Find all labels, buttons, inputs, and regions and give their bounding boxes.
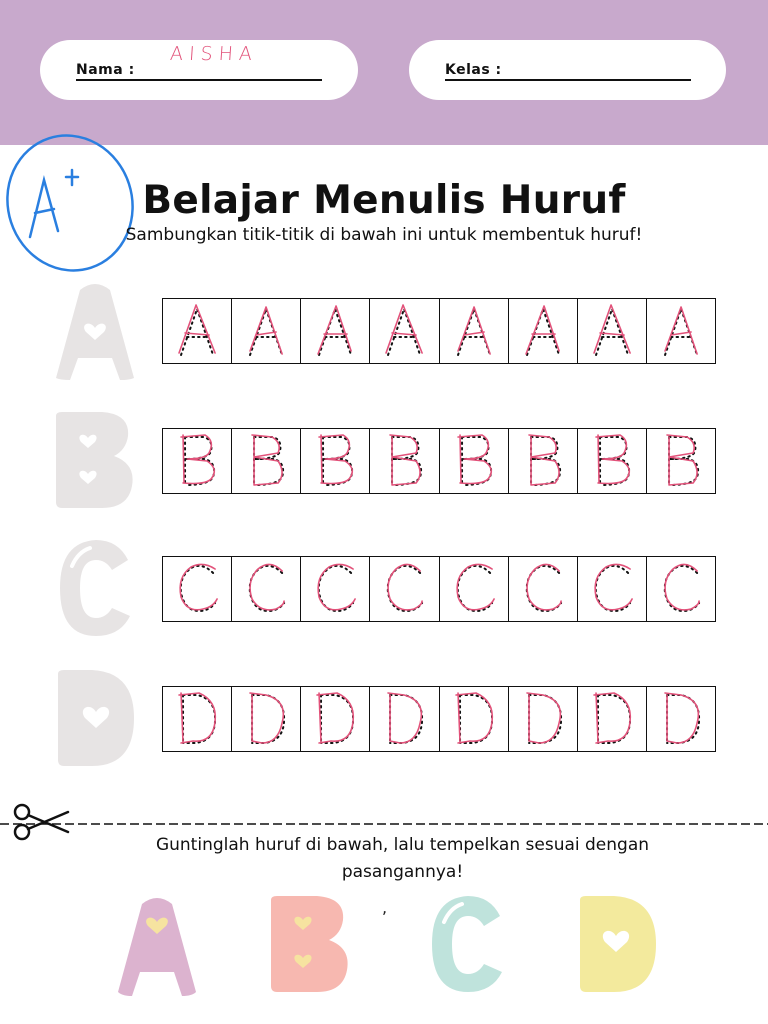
trace-box-d-2[interactable] [232, 687, 301, 751]
trace-box-b-2[interactable] [232, 429, 301, 493]
cutout-letter-c[interactable] [422, 892, 512, 996]
header-band [0, 0, 768, 145]
trace-boxes-b [162, 428, 716, 494]
class-underline [445, 79, 691, 81]
class-field[interactable] [409, 40, 726, 100]
page-title: Belajar Menulis Huruf [142, 178, 626, 223]
trace-box-d-6[interactable] [509, 687, 578, 751]
page-subtitle: Sambungkan titik-titik di bawah ini untuk membentuk huruf! [125, 225, 643, 245]
trace-box-a-2[interactable] [232, 299, 301, 363]
trace-box-b-5[interactable] [440, 429, 509, 493]
trace-box-c-6[interactable] [509, 557, 578, 621]
trace-box-d-1[interactable] [163, 687, 232, 751]
cut-line [0, 818, 768, 830]
big-letter-d [50, 668, 140, 768]
trace-box-a-5[interactable] [440, 299, 509, 363]
trace-box-b-6[interactable] [509, 429, 578, 493]
trace-box-d-3[interactable] [301, 687, 370, 751]
trace-box-d-8[interactable] [647, 687, 715, 751]
trace-box-a-1[interactable] [163, 299, 232, 363]
trace-boxes-d [162, 686, 716, 752]
name-underline [76, 79, 322, 81]
trace-box-a-3[interactable] [301, 299, 370, 363]
trace-box-b-4[interactable] [370, 429, 439, 493]
trace-box-c-7[interactable] [578, 557, 647, 621]
trace-box-c-1[interactable] [163, 557, 232, 621]
big-letter-c [50, 538, 140, 638]
name-label: Nama : [76, 62, 135, 78]
practice-row-b [0, 410, 768, 510]
trace-boxes-a [162, 298, 716, 364]
trace-box-a-6[interactable] [509, 299, 578, 363]
trace-box-b-8[interactable] [647, 429, 715, 493]
trace-box-b-7[interactable] [578, 429, 647, 493]
trace-box-c-2[interactable] [232, 557, 301, 621]
trace-box-c-5[interactable] [440, 557, 509, 621]
trace-box-c-4[interactable] [370, 557, 439, 621]
class-label: Kelas : [445, 62, 502, 78]
trace-box-a-4[interactable] [370, 299, 439, 363]
trace-box-a-7[interactable] [578, 299, 647, 363]
trace-box-d-5[interactable] [440, 687, 509, 751]
trace-box-c-8[interactable] [647, 557, 715, 621]
cut-instruction: Guntinglah huruf di bawah, lalu tempelkan sesuai dengan pasangannya! [155, 835, 650, 882]
trace-boxes-c [162, 556, 716, 622]
name-field[interactable] [40, 40, 358, 100]
trace-box-b-1[interactable] [163, 429, 232, 493]
stray-mark: , [382, 898, 388, 917]
handwritten-name: AISHA [169, 43, 259, 65]
big-letter-b [50, 410, 140, 510]
trace-box-d-7[interactable] [578, 687, 647, 751]
trace-box-b-3[interactable] [301, 429, 370, 493]
cutout-letter-d[interactable] [572, 892, 662, 996]
practice-row-c [0, 538, 768, 638]
cutout-letter-a[interactable] [112, 892, 202, 996]
cutout-letter-b[interactable] [265, 892, 355, 996]
scissors-icon [10, 802, 70, 842]
practice-row-a [0, 280, 768, 380]
big-letter-a [50, 280, 140, 380]
trace-box-a-8[interactable] [647, 299, 715, 363]
trace-box-d-4[interactable] [370, 687, 439, 751]
practice-row-d [0, 668, 768, 768]
trace-box-c-3[interactable] [301, 557, 370, 621]
